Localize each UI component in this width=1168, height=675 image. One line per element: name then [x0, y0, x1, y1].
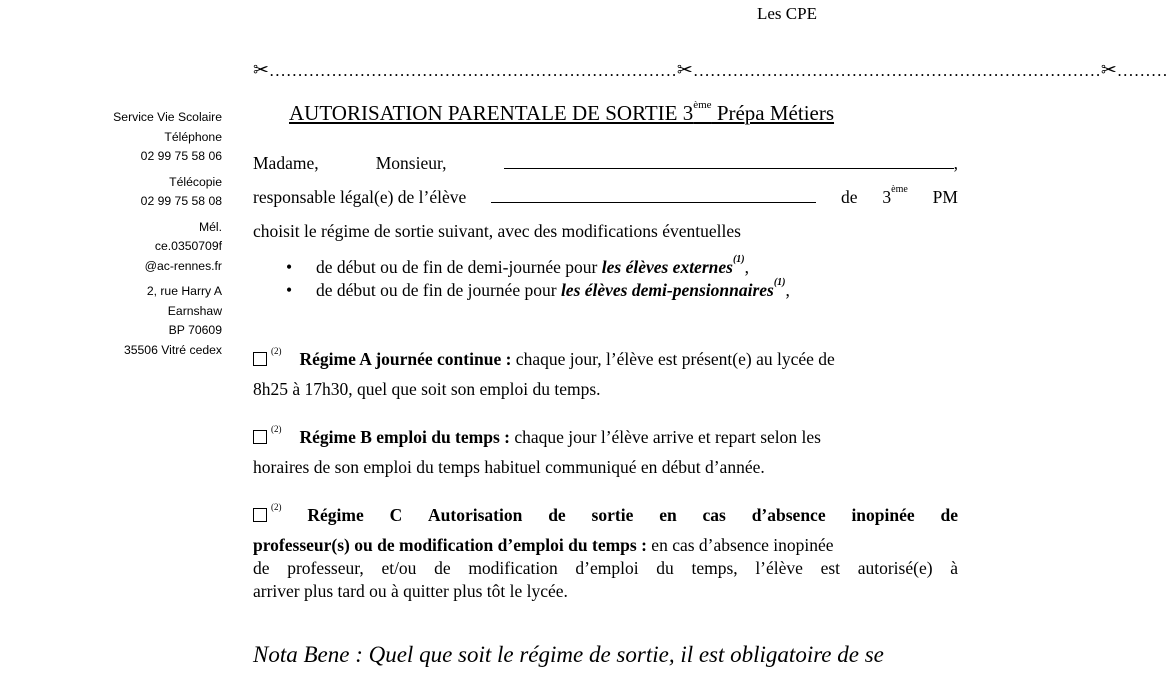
cpe-label: Les CPE [757, 4, 817, 23]
fax-label: Télécopie [169, 174, 222, 189]
nota-bene: Nota Bene : Quel que soit le régime de sortie, il est obligatoire de se [253, 642, 884, 667]
address-line-1: 2, rue Harry A [146, 284, 222, 298]
monsieur-label: Monsieur, [375, 153, 447, 173]
regime-c-line-4: arriver plus tard ou à quitter plus tôt le lycée. [253, 581, 568, 601]
fax-number: 02 99 75 58 08 [140, 194, 222, 208]
responsable-label: responsable légal(e) de l’élève [253, 187, 467, 207]
regime-b-line-1: $^{(2)}$ Régime B emploi du temps : chaque jour l’élève arrive et repart selon les [253, 427, 958, 448]
email-line-2: @ac-rennes.fr [144, 258, 222, 273]
bullet-demi-pensionnaires: • de début ou de fin de journée pour les élèves demi-pensionnaires$^{(1)}$, [286, 277, 790, 300]
email-line-1: ce.0350709f [154, 239, 222, 253]
regime-b-title: Régime B emploi du temps : [299, 427, 510, 447]
regime-a-checkbox[interactable] [253, 352, 267, 366]
cut-dots-2: ……………………………………………………………… [692, 61, 1101, 80]
regime-c-line-2: professeur(s) ou de modification d’emploi du temps : en cas d’absence inopinée [253, 535, 834, 555]
regime-a-line-1: $^{(2)}$ Régime A journée continue : chaque jour, l’élève est présent(e) au lycée de [253, 349, 958, 370]
telephone-label: Téléphone [164, 129, 222, 144]
scissors-icon: ✂ [676, 60, 693, 81]
contact-sidebar [88, 108, 222, 360]
regime-a-title: Régime A journée continue : [299, 349, 512, 369]
salutation-line: Madame, Monsieur, , [253, 153, 958, 173]
regime-a-line-2: 8h25 à 17h30, quel que soit son emploi du temps. [253, 379, 601, 399]
regime-c-checkbox[interactable] [253, 508, 267, 522]
regime-c-line-1: $^{(2)}$ Régime C Autorisation de sortie en cas d’absence inopinée de [253, 505, 958, 526]
address-line-3: BP 70609 [168, 323, 222, 337]
madame-label: Madame, [253, 153, 319, 173]
bullet-icon: • [286, 257, 293, 277]
bullet-icon: • [286, 280, 293, 300]
bullet-externes: • de début ou de fin de demi-journée pour les élèves externes$^{(1)}$, [286, 254, 749, 277]
pm-label: PM [932, 187, 958, 207]
scissors-icon: ✂ [253, 60, 269, 81]
telephone-number: 02 99 75 58 06 [140, 149, 222, 163]
cut-line [253, 59, 1168, 82]
student-line: responsable légal(e) de l’élève de 3ème PM [253, 184, 958, 207]
email-label: Mél. [198, 219, 222, 234]
choisit-line: choisit le régime de sortie suivant, avec des modifications éventuelles [253, 221, 741, 241]
address-line-2: Earnshaw [167, 303, 222, 318]
scissors-icon: ✂ [1100, 60, 1117, 81]
regime-b-checkbox[interactable] [253, 430, 267, 444]
address-line-4: 35506 Vitré cedex [123, 342, 222, 357]
regime-c-line-3: de professeur, et/ou de modification d’emploi du temps, l’élève est autorisé(e) à [253, 558, 958, 578]
regime-b-line-2: horaires de son emploi du temps habituel communiqué en début d’année. [253, 457, 765, 477]
cut-dots-1: ……………………………………………………………… [268, 61, 677, 80]
parent-name-field[interactable] [504, 154, 954, 169]
document-title: AUTORISATION PARENTALE DE SORTIE 3ème Prépa Métiers [289, 99, 835, 125]
de-label: de [841, 187, 858, 207]
service-name: Service Vie Scolaire [113, 110, 222, 124]
cut-dots-3: ……… [1116, 61, 1168, 80]
student-name-field[interactable] [491, 188, 816, 203]
